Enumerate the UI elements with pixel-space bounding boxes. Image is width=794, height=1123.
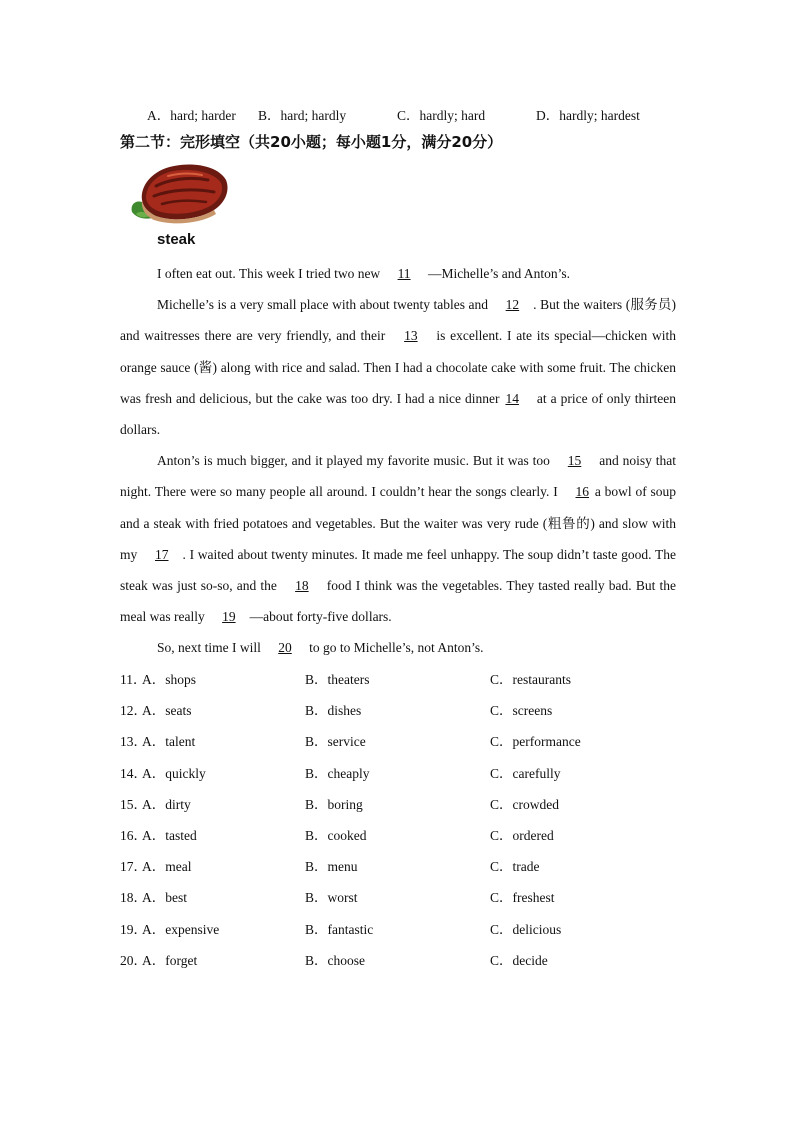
question-row: 11． A．shops B．theaters C．restaurants bbox=[120, 664, 680, 695]
choice-c: C．ordered bbox=[490, 827, 554, 843]
passage-paragraph: Anton’s is much bigger, and it played my favorite music. But it was too 15 and noisy that night. There were so many people all around. I couldn’t hear the songs clearly. I 16 a bowl of soup and a steak with fried potatoes and vegetables. But the waiter was very rude (粗鲁的) and slow with my 17 . I waited about twenty minutes. It made me feel unhappy. The soup didn’t taste good. The steak was just so-so, and the 18 food I think was the vegetables. They tasted really bad. But the meal was really 19 —about forty-five dollars. bbox=[120, 453, 677, 625]
choice-b: B．worst bbox=[305, 890, 358, 906]
blank-12: 12 bbox=[505, 297, 520, 313]
choice-a: A．expensive bbox=[142, 921, 220, 937]
blank-14: 14 bbox=[505, 390, 519, 406]
choice-c: C．delicious bbox=[490, 921, 562, 937]
choice-a: A．meal bbox=[142, 859, 192, 875]
choice-b: B．fantastic bbox=[305, 921, 374, 937]
section-title: 第二节：完形填空（共20小题；每小题1分，满分20分） bbox=[120, 133, 503, 151]
option-d: D．hardly; hardest bbox=[536, 108, 640, 123]
choice-a: A．dirty bbox=[142, 796, 191, 812]
choice-a: A．talent bbox=[142, 734, 196, 750]
choice-c: C．decide bbox=[490, 952, 548, 968]
choice-b: B．boring bbox=[305, 796, 363, 812]
question-options-list bbox=[120, 664, 680, 976]
question-row: 17． A．meal B．menu C．trade bbox=[120, 851, 680, 882]
choice-a: A．best bbox=[142, 890, 187, 906]
question-row: 19． A．expensive B．fantastic C．delicious bbox=[120, 914, 680, 945]
option-a: A．hard; harder bbox=[147, 108, 236, 123]
choice-c: C．screens bbox=[490, 703, 553, 719]
choice-b: B．choose bbox=[305, 952, 365, 968]
option-b: B．hard; hardly bbox=[258, 108, 347, 123]
blank-13: 13 bbox=[404, 328, 418, 344]
cloze-passage bbox=[120, 258, 676, 664]
choice-a: A．quickly bbox=[142, 765, 206, 781]
blank-16: 16 bbox=[575, 484, 590, 500]
passage-paragraph: So, next time I will 20 to go to Michelle’s, not Anton’s. bbox=[157, 640, 484, 656]
steak-caption: steak bbox=[157, 231, 196, 248]
choice-a: A．forget bbox=[142, 952, 198, 968]
choice-b: B．cooked bbox=[305, 827, 367, 843]
blank-15: 15 bbox=[567, 453, 582, 469]
choice-c: C．carefully bbox=[490, 765, 561, 781]
choice-c: C．performance bbox=[490, 734, 581, 750]
blank-18: 18 bbox=[295, 578, 309, 594]
choice-a: A．shops bbox=[142, 672, 197, 687]
blank-17: 17 bbox=[154, 546, 169, 562]
blank-19: 19 bbox=[222, 609, 236, 625]
choice-a: A．tasted bbox=[142, 827, 197, 843]
question-row: 18． A．best B．worst C．freshest bbox=[120, 882, 680, 913]
question-row: 13． A．talent B．service C．performance bbox=[120, 726, 680, 757]
question-row: 12． A．seats B．dishes C．screens bbox=[120, 695, 680, 726]
question-row: 16． A．tasted B．cooked C．ordered bbox=[120, 820, 680, 851]
question-row: 14． A．quickly B．cheaply C．carefully bbox=[120, 758, 680, 789]
option-c: C．hardly; hard bbox=[397, 108, 486, 123]
choice-b: B．dishes bbox=[305, 703, 362, 719]
blank-11: 11 bbox=[397, 266, 411, 281]
steak-icon bbox=[128, 156, 232, 228]
choice-b: B．menu bbox=[305, 859, 358, 875]
choice-c: C．freshest bbox=[490, 890, 555, 906]
choice-a: A．seats bbox=[142, 703, 192, 719]
choice-b: B．theaters bbox=[305, 672, 370, 687]
choice-c: C．restaurants bbox=[490, 672, 571, 687]
passage-paragraph: I often eat out. This week I tried two new 11 —Michelle’s and Anton’s. bbox=[157, 266, 571, 281]
choice-b: B．service bbox=[305, 734, 366, 750]
question-row: 20． A．forget B．choose C．decide bbox=[120, 945, 680, 976]
choice-c: C．crowded bbox=[490, 796, 559, 812]
blank-20: 20 bbox=[278, 640, 292, 656]
choice-c: C．trade bbox=[490, 859, 540, 875]
passage-paragraph: Michelle’s is a very small place with about twenty tables and 12 . But the waiters (服务员) and waitresses there are very friendly, and their 13 is excellent. I ate its special—chicken with orange sauce (酱) along with rice and salad. Then I had a chocolate cake with some fruit. The chicken was fresh and delicious, but the cake was too dry. I had a nice dinner 14 at a price of only thirteen dollars. bbox=[120, 297, 677, 438]
question-row: 15． A．dirty B．boring C．crowded bbox=[120, 789, 680, 820]
choice-b: B．cheaply bbox=[305, 765, 370, 781]
